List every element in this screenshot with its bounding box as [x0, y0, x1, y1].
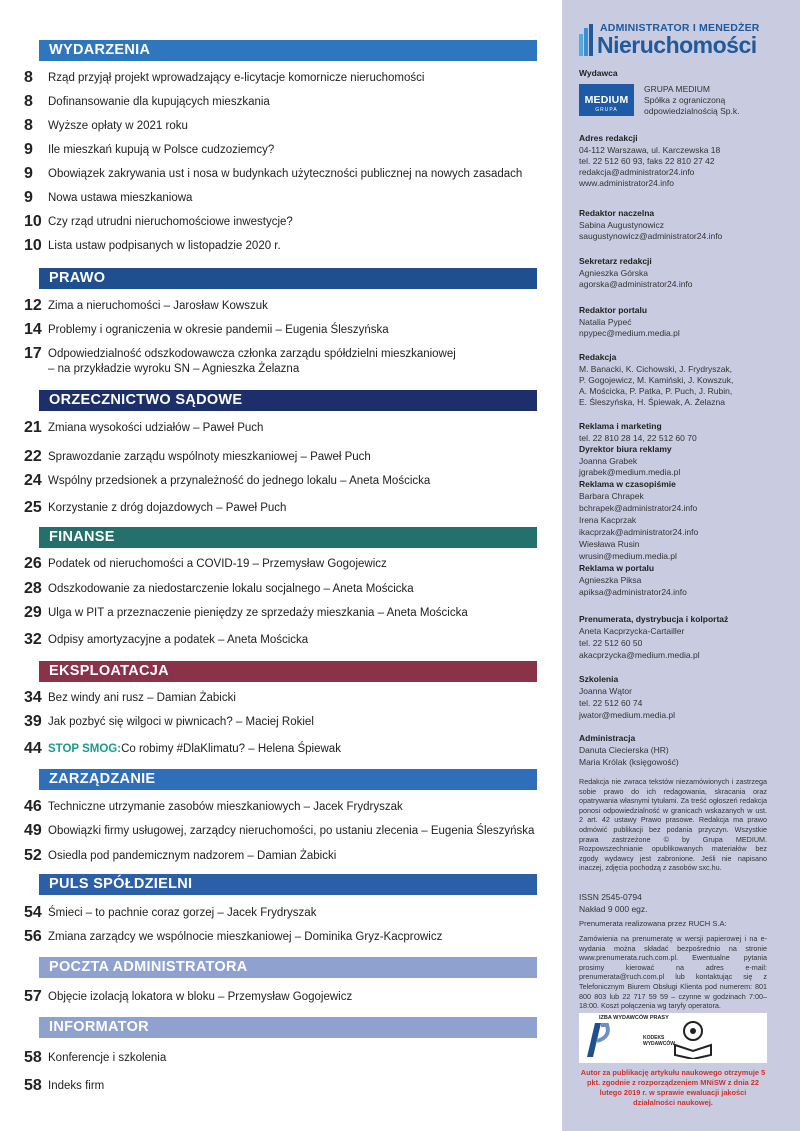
adres-line: tel. 22 512 60 93, faks 22 810 27 42	[579, 156, 715, 166]
dyrektor-heading: Dyrektor biura reklamy	[579, 444, 672, 454]
wportalu-heading: Reklama w portalu	[579, 563, 655, 573]
entry-title: Śmieci – to pachnie coraz gorzej – Jacek Frydryszak	[48, 907, 317, 919]
sekretarz-heading: Sekretarz redakcji	[579, 256, 652, 266]
section-zarzadzanie	[39, 769, 537, 790]
toc-entry[interactable]	[24, 632, 554, 648]
page-number: 58	[24, 1049, 42, 1066]
toc-entry[interactable]	[24, 989, 554, 1005]
building-logo-icon	[579, 24, 597, 56]
administracja-line: Maria Królak (księgowość)	[579, 757, 679, 767]
izba-logo-icon	[585, 1019, 613, 1059]
logo-line2: Nieruchomości	[597, 32, 757, 58]
adres-line: 04-112 Warszawa, ul. Karczewska 18	[579, 145, 721, 155]
toc-entry[interactable]	[24, 605, 554, 621]
entry-title: Nowa ustawa mieszkaniowa	[48, 192, 193, 204]
entry-title: Lista ustaw podpisanych w listopadzie 2020 r.	[48, 240, 281, 252]
entry-title: Konferencje i szkolenia	[48, 1052, 167, 1064]
prenumerata-line: tel. 22 512 60 50	[579, 638, 643, 648]
naczelna-heading: Redaktor naczelna	[579, 208, 655, 218]
entry-title: Wspólny przedsionek a przynależność do jednego lokalu – Aneta Mościcka	[48, 475, 431, 487]
entry-title: Podatek od nieruchomości a COVID-19 – Przemysław Gogojewicz	[48, 558, 387, 570]
page-number: 17	[24, 345, 42, 362]
section-title: EKSPLOATACJA	[49, 663, 169, 679]
czasopismie-line: wrusin@medium.media.pl	[579, 551, 677, 561]
toc-entry[interactable]	[24, 799, 554, 815]
logo-line1: ADMINISTRATOR I MENEDŻER	[600, 22, 760, 34]
entry-title: Odpowiedzialność odszkodowawcza członka zarządu spółdzielni mieszkaniowej	[48, 348, 456, 360]
entry-title: Problemy i ograniczenia w okresie pandemii – Eugenia Śleszyńska	[48, 324, 389, 336]
page-number: 29	[24, 604, 42, 621]
szkolenia-line: tel. 22 512 60 74	[579, 698, 643, 708]
toc-entry[interactable]	[24, 118, 554, 134]
issn: ISSN 2545-0794	[579, 892, 642, 902]
page-number: 8	[24, 69, 33, 86]
entry-title: Korzystanie z dróg dojazdowych – Paweł Puch	[48, 502, 287, 514]
portal-email: npypec@medium.media.pl	[579, 328, 680, 338]
toc-entry[interactable]	[24, 581, 554, 597]
page-number: 34	[24, 689, 42, 706]
entry-title: Obowiązki firmy usługowej, zarządcy nieruchomości, po ustaniu zlecenia – Eugenia Śleszyńska	[48, 825, 535, 837]
toc-entry[interactable]	[24, 94, 554, 110]
page-number: 26	[24, 555, 42, 572]
page-number: 25	[24, 499, 42, 516]
section-title: ORZECZNICTWO SĄDOWE	[49, 392, 243, 408]
redakcja-line: M. Banacki, K. Cichowski, J. Frydryszak,	[579, 364, 733, 374]
publisher-badges	[579, 1013, 767, 1063]
kodeks-line2: WYDAWCÓW	[643, 1041, 675, 1047]
toc-entry[interactable]	[24, 714, 554, 730]
page-number: 28	[24, 580, 42, 597]
toc-entry[interactable]	[24, 420, 554, 436]
czasopismie-heading: Reklama w czasopiśmie	[579, 479, 676, 489]
section-finanse	[39, 527, 537, 548]
entry-title: Zmiana wysokości udziałów – Paweł Puch	[48, 422, 264, 434]
toc-entry[interactable]	[24, 346, 554, 377]
section-orzecznictwo	[39, 390, 537, 411]
page-number: 32	[24, 631, 42, 648]
toc-entry[interactable]	[24, 823, 554, 839]
administracja-heading: Administracja	[579, 733, 636, 743]
entry-title: Bez windy ani rusz – Damian Żabicki	[48, 692, 236, 704]
naczelna-name: Sabina Augustynowicz	[579, 220, 665, 230]
toc-entry[interactable]	[24, 1078, 554, 1094]
entry-title: Osiedla pod pandemicznym nadzorem – Damian Żabicki	[48, 850, 337, 862]
wydawca-line3: odpowiedzialnością Sp.k.	[644, 106, 740, 116]
prenumerata-heading: Prenumerata, dystrybucja i kolportaż	[579, 614, 729, 624]
entry-title: Wyższe opłaty w 2021 roku	[48, 120, 188, 132]
toc-entry[interactable]	[24, 741, 554, 757]
portal-heading: Redaktor portalu	[579, 305, 648, 315]
wydawca-name: GRUPA MEDIUM	[644, 84, 710, 94]
toc-entry[interactable]	[24, 905, 554, 921]
section-title: WYDARZENIA	[49, 42, 151, 58]
portal-name: Natalia Pypeć	[579, 317, 632, 327]
redakcja-line: E. Śleszyńska, H. Śpiewak, A. Żelazna	[579, 397, 725, 407]
entry-title: Ile mieszkań kupują w Polsce cudzoziemcy?	[48, 144, 275, 156]
section-title: ZARZĄDZANIE	[49, 771, 156, 787]
entry-title: Techniczne utrzymanie zasobów mieszkaniowych – Jacek Frydryszak	[48, 801, 403, 813]
toc-entry[interactable]	[24, 500, 554, 516]
czasopismie-line: bchrapek@administrator24.info	[579, 503, 698, 513]
page-number: 12	[24, 297, 42, 314]
adres-www: www.administrator24.info	[579, 178, 674, 188]
entry-title: Zima a nieruchomości – Jarosław Kowszuk	[48, 300, 268, 312]
entry-title: Czy rząd utrudni nieruchomościowe inwestycje?	[48, 216, 293, 228]
toc-entry[interactable]	[24, 166, 554, 182]
entry-title: Indeks firm	[48, 1080, 105, 1092]
dyrektor-email: jgrabek@medium.media.pl	[579, 467, 681, 477]
entry-title: Ulga w PIT a przeznaczenie pieniędzy ze sprzedaży mieszkania – Aneta Mościcka	[48, 607, 468, 619]
sekretarz-name: Agnieszka Górska	[579, 268, 648, 278]
page-number: 52	[24, 847, 42, 864]
entry-title: Odpisy amortyzacyjne a podatek – Aneta Mościcka	[48, 634, 309, 646]
page-number: 8	[24, 117, 33, 134]
entry-title: Rząd przyjął projekt wprowadzający e-licytacje komornicze nieruchomości	[48, 72, 425, 84]
section-prawo	[39, 268, 537, 289]
entry-title-line2: – na przykładzie wyroku SN – Agnieszka Żelazna	[48, 363, 300, 375]
section-poczta	[39, 957, 537, 978]
adres-email: redakcja@administrator24.info	[579, 167, 695, 177]
naczelna-email: saugustynowicz@administrator24.info	[579, 231, 723, 241]
medium-logo-sub: GRUPA	[595, 107, 618, 113]
section-title: FINANSE	[49, 529, 115, 545]
entry-title: Objęcie izolacją lokatora w bloku – Przemysław Gogojewicz	[48, 991, 353, 1003]
entry-title: Co robimy #DlaKlimatu? – Helena Śpiewak	[121, 743, 341, 755]
section-informator	[39, 1017, 537, 1038]
prenumerata-line: akacprzycka@medium.media.pl	[579, 650, 700, 660]
czasopismie-line: ikacprzak@administrator24.info	[579, 527, 699, 537]
page-number: 8	[24, 93, 33, 110]
medium-logo-text: MEDIUM	[584, 94, 629, 106]
toc-entry[interactable]	[24, 238, 554, 254]
page-number: 44	[24, 740, 42, 757]
ruch-label: Prenumerata realizowana przez RUCH S.A:	[579, 919, 727, 928]
prenumerata-line: Aneta Kacprzycka-Cartailler	[579, 626, 685, 636]
dyrektor-name: Joanna Grabek	[579, 456, 638, 466]
page-number: 56	[24, 928, 42, 945]
toc-entry[interactable]	[24, 214, 554, 230]
naklad: Nakład 9 000 egz.	[579, 904, 648, 914]
wydawca-line2: Spółka z ograniczoną	[644, 95, 726, 105]
page-number: 49	[24, 822, 42, 839]
reklama-tel: tel. 22 810 28 14, 22 512 60 70	[579, 433, 697, 443]
toc-entry[interactable]	[24, 298, 554, 314]
toc-entry[interactable]	[24, 473, 554, 489]
toc-entry[interactable]	[24, 322, 554, 338]
toc-entry[interactable]	[24, 690, 554, 706]
toc-entry[interactable]	[24, 70, 554, 86]
page-number: 46	[24, 798, 42, 815]
page-number: 39	[24, 713, 42, 730]
izba-label: IZBA WYDAWCÓW PRASY	[599, 1015, 669, 1021]
entry-title: Obowiązek zakrywania ust i nosa w budynkach użyteczności publicznej na nowych zasadach	[48, 168, 523, 180]
toc-entry[interactable]	[24, 1050, 554, 1066]
kodeks-book-icon	[671, 1019, 715, 1059]
section-wydarzenia	[39, 40, 537, 61]
page-number: 57	[24, 988, 42, 1005]
page-number: 9	[24, 189, 33, 206]
page-number: 9	[24, 141, 33, 158]
entry-title: Jak pozbyć się wilgoci w piwnicach? – Maciej Rokiel	[48, 716, 314, 728]
redakcja-line: P. Gogojewicz, M. Kamiński, J. Kowszuk,	[579, 375, 734, 385]
szkolenia-line: Joanna Wątor	[579, 686, 632, 696]
page-number: 9	[24, 165, 33, 182]
toc-entry[interactable]	[24, 142, 554, 158]
toc-entry[interactable]	[24, 848, 554, 864]
czasopismie-line: Barbara Chrapek	[579, 491, 644, 501]
wportalu-name: Agnieszka Piksa	[579, 575, 642, 585]
page-number: 10	[24, 213, 42, 230]
page-number: 58	[24, 1077, 42, 1094]
administracja-line: Danuta Ciecierska (HR)	[579, 745, 669, 755]
section-title: POCZTA ADMINISTRATORA	[49, 959, 248, 975]
page-number: 54	[24, 904, 42, 921]
toc-entry[interactable]	[24, 190, 554, 206]
stop-smog-label: STOP SMOG:	[48, 743, 122, 755]
entry-title: Dofinansowanie dla kupujących mieszkania	[48, 96, 270, 108]
page-number: 22	[24, 448, 42, 465]
section-title: INFORMATOR	[49, 1019, 149, 1035]
page-number: 10	[24, 237, 42, 254]
disclaimer-text: Redakcja nie zwraca tekstów niezamówionych i zastrzega sobie prawo do ich redagowania, skracania oraz opatrywania własnymi tytułami. Za treść ogłoszeń redakcja ponosi odpowiedzialność w granicach wskazanych w ust. 2 art. 42 ustawy Prawo prasowe. Redakcja ma prawo odmówić publikacji bez podania przyczyn. Wszystkie prawa zastrzeżone © by Grupa MEDIUM. Rozpowszechnianie opublikowanych materiałów bez zgody wydawcy jest zabronione. Jeśli nie napisano inaczej, zdjęcia pochodzą z zasobów sxc.hu.	[579, 777, 767, 873]
section-puls-spoldzielni	[39, 874, 537, 895]
reklama-heading: Reklama i marketing	[579, 421, 662, 431]
redakcja-line: A. Mościcka, P. Patka, P. Puch, J. Rubin,	[579, 386, 733, 396]
section-eksploatacja	[39, 661, 537, 682]
entry-title: Odszkodowanie za niedostarczenie lokalu socjalnego – Aneta Mościcka	[48, 583, 414, 595]
kodeks-line1: KODEKS	[643, 1035, 665, 1041]
redakcja-heading: Redakcja	[579, 352, 617, 362]
entry-title: Zmiana zarządcy we wspólnocie mieszkaniowej – Dominika Gryz-Kacprowicz	[48, 931, 443, 943]
medium-logo	[579, 84, 634, 116]
toc-entry[interactable]	[24, 556, 554, 572]
entry-title: Sprawozdanie zarządu wspólnoty mieszkaniowej – Paweł Puch	[48, 451, 371, 463]
page-number: 24	[24, 472, 42, 489]
scientific-points-note: Autor za publikację artykułu naukowego otrzymuje 5 pkt. zgodnie z rozporządzeniem MNiSW z dnia 22 lutego 2019 r. w sprawie ewaluacji jakości działalności naukowej.	[580, 1068, 766, 1107]
page-number: 21	[24, 419, 42, 436]
czasopismie-line: Irena Kacprzak	[579, 515, 637, 525]
zamowienia-text: Zamówienia na prenumeratę w wersji papierowej i na e-wydania można składać bezpośrednio na stronie www.prenumerata.ruch.com.pl. Ewentualne pytania prosimy kierować na adres e-mail: prenumerata@ruch.com.pl lub kontaktując się z Telefonicznym Biurem Obsługi Klienta pod numerem: 801 800 803 lub 22 717 59 59 – czynne w godzinach 7:00–18:00. Koszt połączenia wg taryfy operatora.	[579, 934, 767, 1011]
czasopismie-line: Wiesława Rusin	[579, 539, 640, 549]
wydawca-heading: Wydawca	[579, 68, 618, 78]
toc-entry[interactable]	[24, 449, 554, 465]
section-title: PRAWO	[49, 270, 106, 286]
wportalu-email: apiksa@administrator24.info	[579, 587, 687, 597]
sekretarz-email: agorska@administrator24.info	[579, 279, 693, 289]
section-title: PULS SPÓŁDZIELNI	[49, 876, 193, 892]
toc-entry[interactable]	[24, 929, 554, 945]
page-number: 14	[24, 321, 42, 338]
szkolenia-heading: Szkolenia	[579, 674, 619, 684]
adres-heading: Adres redakcji	[579, 133, 638, 143]
szkolenia-line: jwator@medium.media.pl	[579, 710, 676, 720]
